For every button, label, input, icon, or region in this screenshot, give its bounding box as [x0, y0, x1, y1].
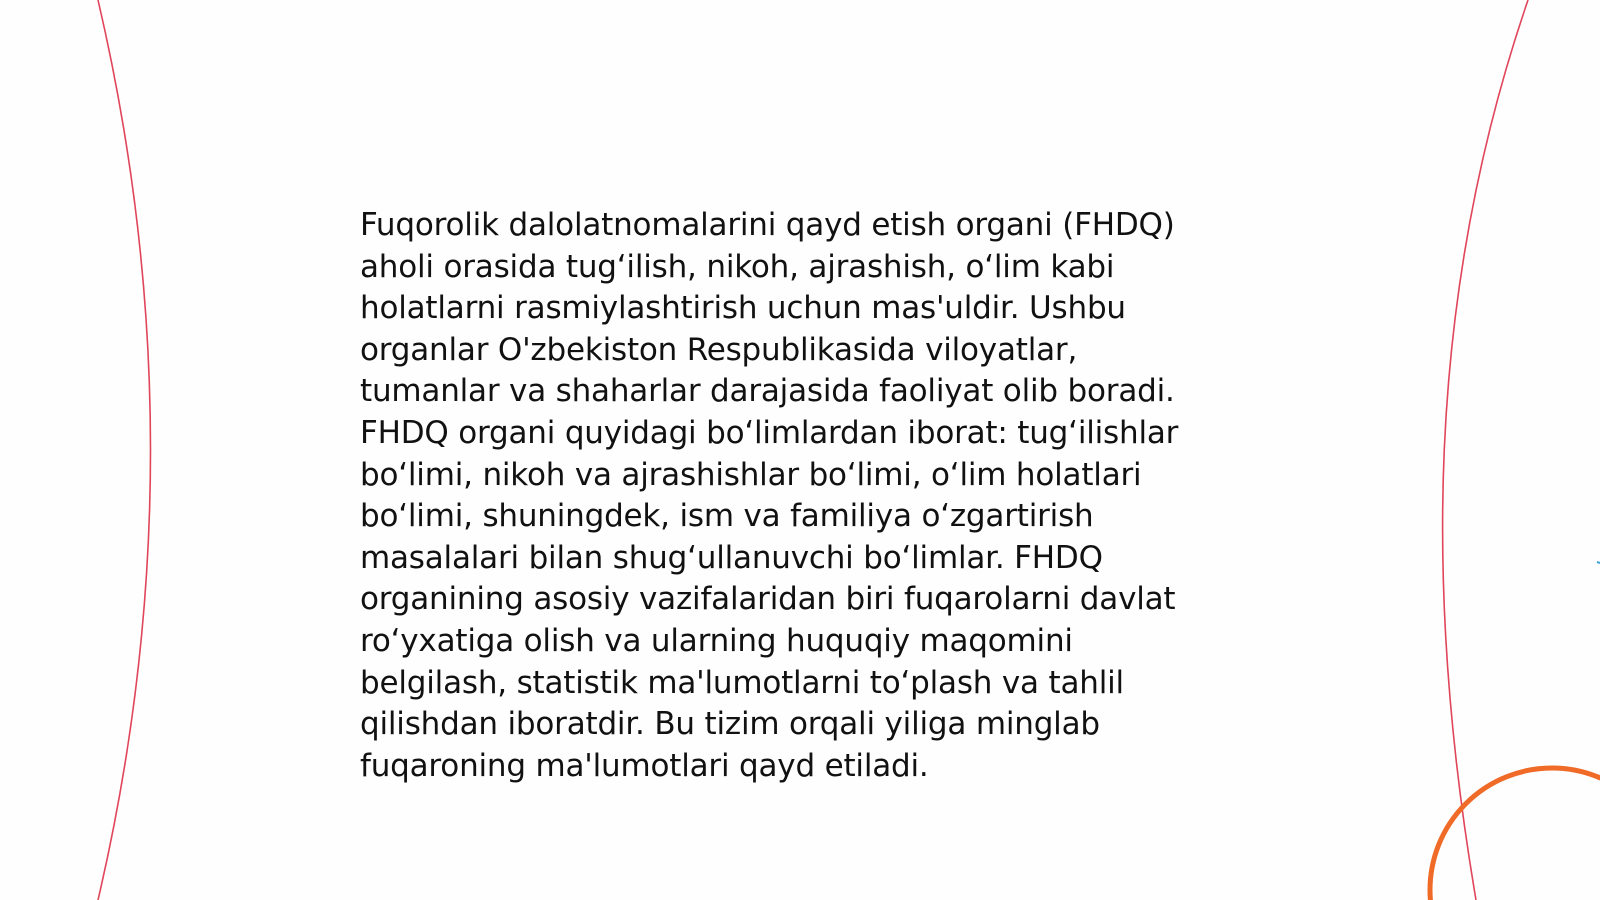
right-curve-line [1443, 0, 1528, 900]
paragraph-line: bo‘limi, shuningdek, ism va familiya o‘zgartirish [360, 498, 1094, 535]
left-curve-line [98, 0, 151, 900]
paragraph-line: tumanlar va shaharlar darajasida faoliyat olib boradi. [360, 373, 1175, 410]
accent-circle [1430, 768, 1600, 900]
body-paragraph [360, 205, 1260, 787]
paragraph-line: qilishdan iboratdir. Bu tizim orqali yiliga minglab [360, 706, 1100, 743]
paragraph-line: Fuqorolik dalolatnomalarini qayd etish organi (FHDQ) [360, 207, 1175, 243]
paragraph-line: organlar O'zbekiston Respublikasida viloyatlar, [360, 331, 1078, 368]
paragraph-line: organining asosiy vazifalaridan biri fuqarolarni davlat [360, 581, 1176, 618]
paragraph-line: fuqaroning ma'lumotlari qayd etiladi. [360, 747, 929, 784]
paragraph-line: holatlarni rasmiylashtirish uchun mas'uldir. Ushbu [360, 290, 1126, 327]
paragraph-line: masalalari bilan shug‘ullanuvchi bo‘limlar. FHDQ [360, 539, 1103, 576]
paragraph-line: bo‘limi, nikoh va ajrashishlar bo‘limi, o‘lim holatlari [360, 456, 1142, 493]
paragraph-line: FHDQ organi quyidagi bo‘limlardan iborat: tug‘ilishlar [360, 414, 1179, 451]
paragraph-line: belgilash, statistik ma'lumotlarni to‘plash va tahlil [360, 664, 1124, 701]
paragraph-line: ro‘yxatiga olish va ularning huquqiy maqomini [360, 622, 1073, 659]
paragraph-line: aholi orasida tug‘ilish, nikoh, ajrashish, o‘lim kabi [360, 248, 1115, 285]
